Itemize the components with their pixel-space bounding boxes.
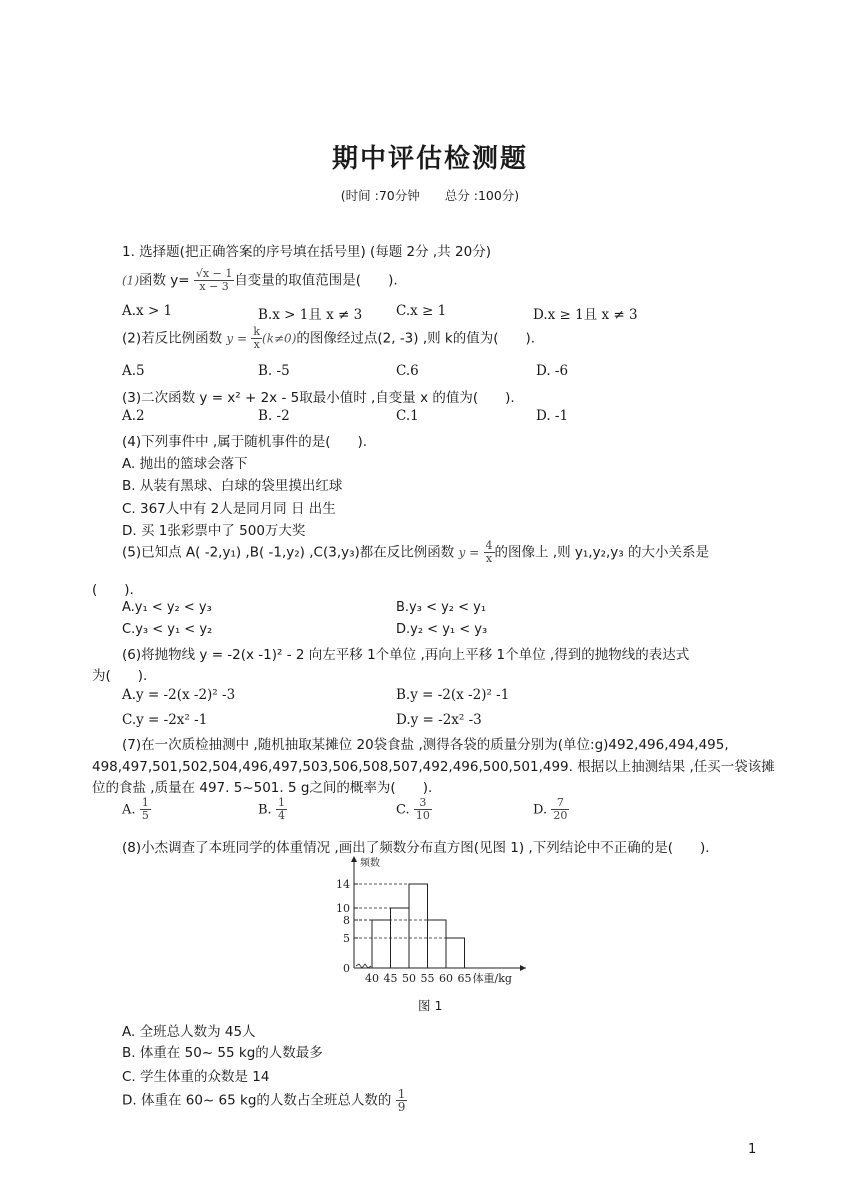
x-axis-arrow bbox=[520, 965, 526, 971]
q1-frac-den: x − 3 bbox=[199, 280, 229, 293]
q5-fraction bbox=[484, 540, 495, 565]
q2-frac-den: x bbox=[253, 338, 260, 351]
q5-formula-y: y = bbox=[458, 545, 480, 560]
q1-post: 自变量的取值范围是( ). bbox=[234, 272, 398, 289]
q5-option-c[interactable]: C.y₃ < y₁ < y₂ bbox=[122, 622, 213, 637]
q7-option-c-frac bbox=[414, 797, 432, 822]
q7-d-num: 7 bbox=[551, 797, 569, 810]
q5-option-d[interactable]: D.y₂ < y₁ < y₃ bbox=[396, 622, 488, 637]
q6-option-d[interactable]: D.y = -2x² -3 bbox=[396, 712, 482, 728]
q8-option-d-frac bbox=[396, 1088, 408, 1113]
q1-label: (1) bbox=[122, 273, 139, 288]
q3-option-b[interactable]: B. -2 bbox=[258, 408, 290, 424]
question-7-line3: 位的食盐 ,质量在 497. 5~501. 5 g之间的概率为( ). bbox=[92, 780, 433, 796]
q6-option-b[interactable]: B.y = -2(x -2)² -1 bbox=[396, 687, 510, 703]
q1-frac-num: √x − 1 bbox=[195, 267, 233, 280]
q7-a-den: 5 bbox=[141, 809, 149, 822]
q2-frac-num: k bbox=[253, 325, 261, 338]
q4-option-c[interactable]: C. 367人中有 2人是同月同 日 出生 bbox=[122, 501, 336, 517]
x-tick-label: 55 bbox=[420, 972, 435, 985]
q7-option-b-label: B. bbox=[258, 802, 272, 818]
q4-option-d[interactable]: D. 买 1张彩票中了 500万大奖 bbox=[122, 523, 306, 539]
q7-option-a-label: A. bbox=[122, 802, 136, 818]
x-axis-label: 体重/kg bbox=[472, 972, 512, 985]
question-7-line2: 498,497,501,502,504,496,497,503,506,508,507,492,496,500,501,499. 根据以上抽测结果 ,任买一袋该摊 bbox=[92, 759, 775, 775]
q5-frac-num: 4 bbox=[485, 539, 493, 552]
q2-option-b[interactable]: B. -5 bbox=[258, 363, 290, 379]
q2-fraction bbox=[251, 326, 262, 351]
figure-caption: 图 1 bbox=[418, 998, 443, 1013]
q7-option-d-label: D. bbox=[533, 802, 548, 818]
question-2 bbox=[122, 326, 535, 351]
q2-formula-cond: (k≠0) bbox=[262, 331, 297, 346]
question-6-cont: 为( ). bbox=[92, 668, 148, 684]
q4-option-b[interactable]: B. 从装有黑球、白球的袋里摸出红球 bbox=[122, 478, 343, 494]
histogram-bar bbox=[409, 884, 428, 968]
q7-option-d[interactable] bbox=[533, 797, 569, 822]
x-tick-label: 40 bbox=[365, 972, 379, 985]
q1-fraction bbox=[194, 268, 234, 293]
page-number: 1 bbox=[748, 1142, 757, 1157]
q5-option-a[interactable]: A.y₁ < y₂ < y₃ bbox=[122, 600, 212, 615]
exam-time-score: (时间 :70分钟 总分 :100分) bbox=[340, 188, 520, 203]
axis-break-mark bbox=[356, 964, 371, 968]
q1-option-d[interactable]: D.x ≥ 1且 x ≠ 3 bbox=[533, 307, 638, 323]
q7-option-a[interactable] bbox=[122, 797, 151, 822]
q7-b-num: 1 bbox=[277, 796, 285, 809]
q7-option-b-frac bbox=[276, 797, 287, 822]
q7-option-b[interactable] bbox=[258, 797, 287, 822]
q5-frac-den: x bbox=[485, 552, 493, 565]
q2-option-d[interactable]: D. -6 bbox=[536, 363, 569, 379]
q2-pre: (2)若反比例函数 bbox=[122, 330, 223, 347]
y-axis-arrow bbox=[351, 856, 357, 862]
q8-option-b[interactable]: B. 体重在 50~ 55 kg的人数最多 bbox=[122, 1045, 323, 1061]
x-tick-label: 65 bbox=[457, 972, 472, 985]
question-5 bbox=[122, 540, 709, 565]
q5-pre: (5)已知点 A( -2,y₁) ,B( -1,y₂) ,C(3,y₃)都在反比例函数 bbox=[122, 544, 455, 561]
y-tick-label: 14 bbox=[336, 878, 350, 891]
y-tick-label: 10 bbox=[336, 902, 350, 915]
q8-d-num: 1 bbox=[397, 1087, 406, 1101]
q7-c-num: 3 bbox=[414, 797, 432, 810]
section-heading: 1. 选择题(把正确答案的序号填在括号里) (每题 2分 ,共 20分) bbox=[122, 244, 491, 260]
q7-b-den: 4 bbox=[277, 809, 285, 822]
q1-option-c[interactable]: C.x ≥ 1 bbox=[396, 303, 447, 319]
q5-option-b[interactable]: B.y₃ < y₂ < y₁ bbox=[396, 600, 487, 615]
q6-option-a[interactable]: A.y = -2(x -2)² -3 bbox=[122, 687, 236, 703]
q2-option-a[interactable]: A.5 bbox=[122, 363, 145, 379]
question-6: (6)将抛物线 y = -2(x -1)² - 2 向左平移 1个单位 ,再向上平移 1个单位 ,得到的抛物线的表达式 bbox=[122, 647, 690, 663]
question-4: (4)下列事件中 ,属于随机事件的是( ). bbox=[122, 434, 368, 450]
question-8: (8)小杰调查了本班同学的体重情况 ,画出了频数分布直方图(见图 1) ,下列结论中不正确的是( ). bbox=[122, 840, 710, 856]
q2-formula-y: y = bbox=[226, 331, 248, 346]
q7-a-num: 1 bbox=[141, 796, 149, 809]
q6-option-c[interactable]: C.y = -2x² -1 bbox=[122, 712, 208, 728]
question-7: (7)在一次质检抽测中 ,随机抽取某摊位 20袋食盐 ,测得各袋的质量分别为(单位:g)492,496,494,495, bbox=[122, 737, 729, 753]
q7-option-d-frac bbox=[551, 797, 569, 822]
histogram-chart bbox=[330, 852, 540, 990]
histogram-bar bbox=[372, 920, 391, 968]
q8-option-d[interactable] bbox=[122, 1088, 407, 1113]
y-axis-label: 频数 bbox=[360, 858, 380, 869]
histogram-bar bbox=[446, 938, 465, 968]
q2-option-c[interactable]: C.6 bbox=[396, 363, 419, 379]
q4-option-a[interactable]: A. 抛出的篮球会落下 bbox=[122, 456, 248, 472]
q1-option-b[interactable]: B.x > 1且 x ≠ 3 bbox=[258, 307, 363, 323]
page-title: 期中评估检测题 bbox=[331, 144, 528, 174]
q3-option-c[interactable]: C.1 bbox=[396, 408, 419, 424]
q8-d-den: 9 bbox=[397, 1100, 406, 1114]
q3-option-d[interactable]: D. -1 bbox=[536, 408, 569, 424]
q8-option-a[interactable]: A. 全班总人数为 45人 bbox=[122, 1024, 256, 1040]
q1-pre: 函数 y= bbox=[139, 272, 190, 289]
x-tick-label: 45 bbox=[383, 972, 398, 985]
q2-post: 的图像经过点(2, -3) ,则 k的值为( ). bbox=[296, 330, 536, 347]
histogram-bar bbox=[428, 920, 447, 968]
x-tick-label: 60 bbox=[439, 972, 453, 985]
q7-c-den: 10 bbox=[415, 809, 430, 822]
q8-option-c[interactable]: C. 学生体重的众数是 14 bbox=[122, 1069, 270, 1085]
q7-d-den: 20 bbox=[553, 809, 568, 822]
q1-option-a[interactable]: A.x > 1 bbox=[122, 303, 173, 319]
q7-option-c[interactable] bbox=[396, 797, 432, 822]
q8-option-d-text: D. 体重在 60~ 65 kg的人数占全班总人数的 bbox=[122, 1092, 392, 1109]
y-tick-label: 5 bbox=[343, 932, 350, 945]
q5-continuation: ( ). bbox=[92, 582, 134, 598]
y-tick-label: 0 bbox=[343, 962, 350, 975]
x-tick-label: 50 bbox=[402, 972, 416, 985]
q7-option-a-frac bbox=[140, 797, 151, 822]
y-tick-label: 8 bbox=[343, 914, 350, 927]
question-1 bbox=[122, 268, 398, 293]
q7-option-c-label: C. bbox=[396, 802, 410, 818]
q3-option-a[interactable]: A.2 bbox=[122, 408, 145, 424]
q5-post: 的图像上 ,则 y₁,y₂,y₃ 的大小关系是 bbox=[494, 544, 709, 561]
question-3: (3)二次函数 y = x² + 2x - 5取最小值时 ,自变量 x 的值为( ). bbox=[122, 390, 515, 406]
